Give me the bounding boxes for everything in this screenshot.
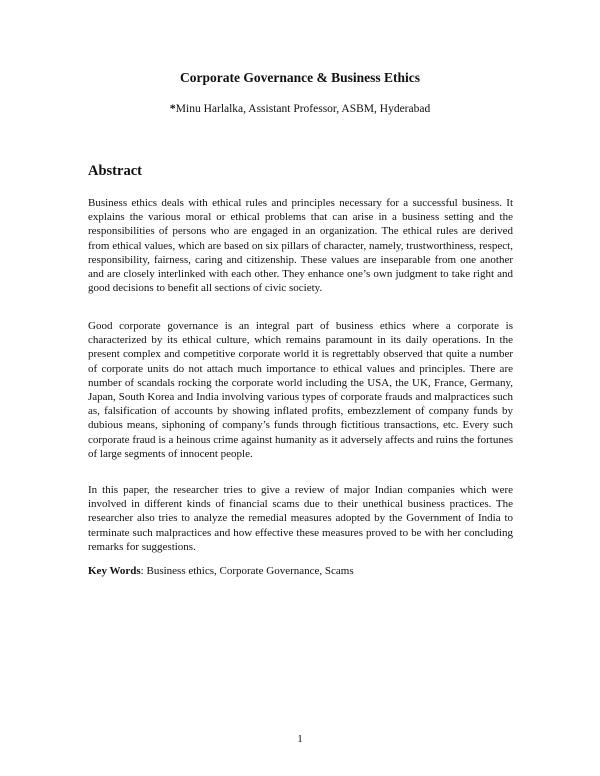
paper-title: Corporate Governance & Business Ethics: [180, 70, 420, 85]
abstract-paragraph-2: Good corporate governance is an integral part of business ethics where a corporate is characterized by its ethical culture, which remains paramount in its daily operations. In the present complex and competitive corporate world it is regrettably observed that quite a number of corporate units do not attach much importance to ethical values and principles. There are number of scandals rocking the corporate world including the USA, the UK, France, Germany, Japan, South Korea and India involving various types of corporate frauds and malpractices such as, falsification of accounts by showing inflated profits, embezzlement of company funds by dubious means, siphoning of company’s funds through fictitious transactions, etc. Every such corporate fraud is a heinous crime against humanity as it adversely affects and ruins the fortunes of large segments of innocent people.: [88, 320, 513, 460]
keywords-line: [88, 564, 513, 578]
author-line: [0, 101, 600, 116]
keywords-label: Key Words: [88, 565, 141, 577]
abstract-heading: Abstract: [88, 163, 142, 179]
abstract-paragraph-3: In this paper, the researcher tries to give a review of major Indian companies which were involved in different kinds of financial scams due to their unethical business practices. The researcher also tries to analyze the remedial measures adopted by the Government of India to terminate such malpractices and how effective these measures proved to be with her concluding remarks for suggestions.: [88, 484, 513, 553]
abstract-paragraph-1: Business ethics deals with ethical rules and principles necessary for a successful business. It explains the various moral or ethical problems that can arise in a business setting and the responsibilities of persons who are engaged in an organization. The ethical rules are derived from ethical values, which are based on six pillars of character, namely, trustworthiness, respect, responsibility, fairness, caring and citizenship. These values are inseparable from one another and are closely interlinked with each other. They enhance one’s own judgment to take right and good decisions to benefit all sections of civic society.: [88, 197, 513, 295]
keywords-separator: :: [140, 565, 144, 577]
keywords-text: Business ethics, Corporate Governance, Scams: [143, 565, 354, 577]
author-text: Minu Harlalka, Assistant Professor, ASBM, Hyderabad: [175, 103, 431, 115]
page-number: 1: [297, 733, 303, 745]
author-marker: *: [169, 101, 176, 115]
